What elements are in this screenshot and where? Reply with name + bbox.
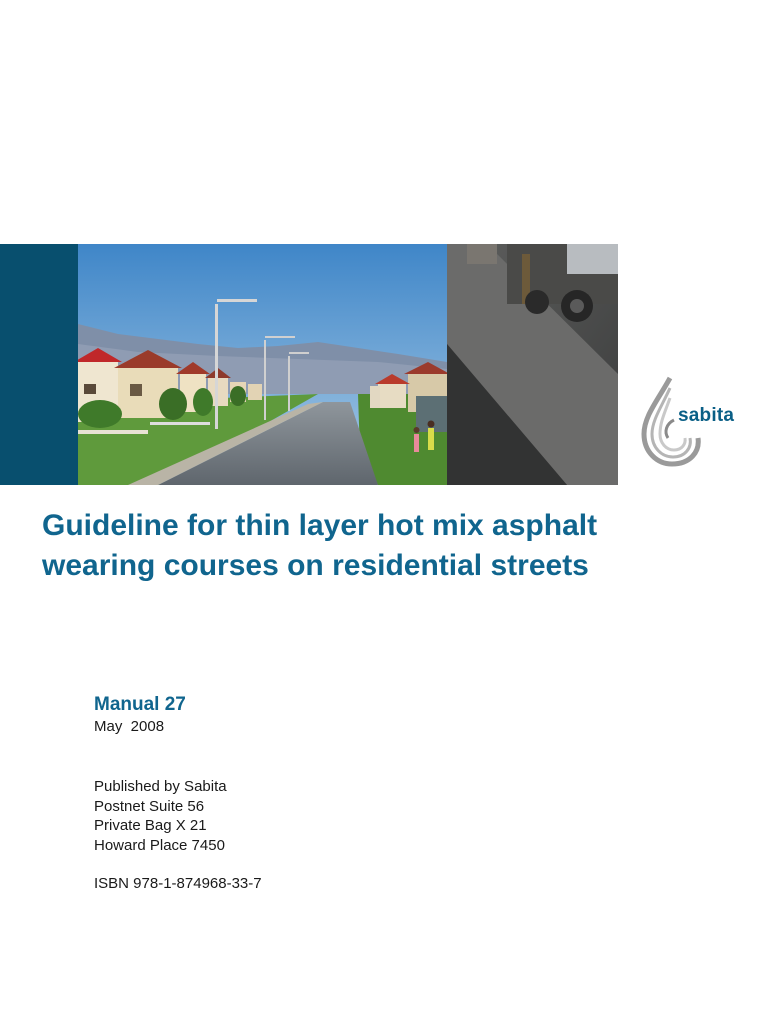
publisher-line: Howard Place 7450 [94,836,225,854]
isbn: ISBN 978-1-874968-33-7 [94,875,262,892]
publication-date: May 2008 [94,718,165,735]
publisher-address [94,777,227,855]
residential-street-photo [78,244,447,485]
title-line-2: wearing courses on residential streets [42,549,589,582]
publisher-line: Published by Sabita [94,778,227,795]
publisher-line: Private Bag X 21 [94,817,207,835]
document-title [42,506,742,586]
manual-number: Manual 27 [94,694,186,715]
asphalt-paving-photo [447,244,618,485]
accent-bar [0,244,78,485]
logo-text: sabita [678,405,735,426]
publisher-line: Postnet Suite 56 [94,797,205,815]
title-line-1: Guideline for thin layer hot mix asphalt [42,509,598,542]
